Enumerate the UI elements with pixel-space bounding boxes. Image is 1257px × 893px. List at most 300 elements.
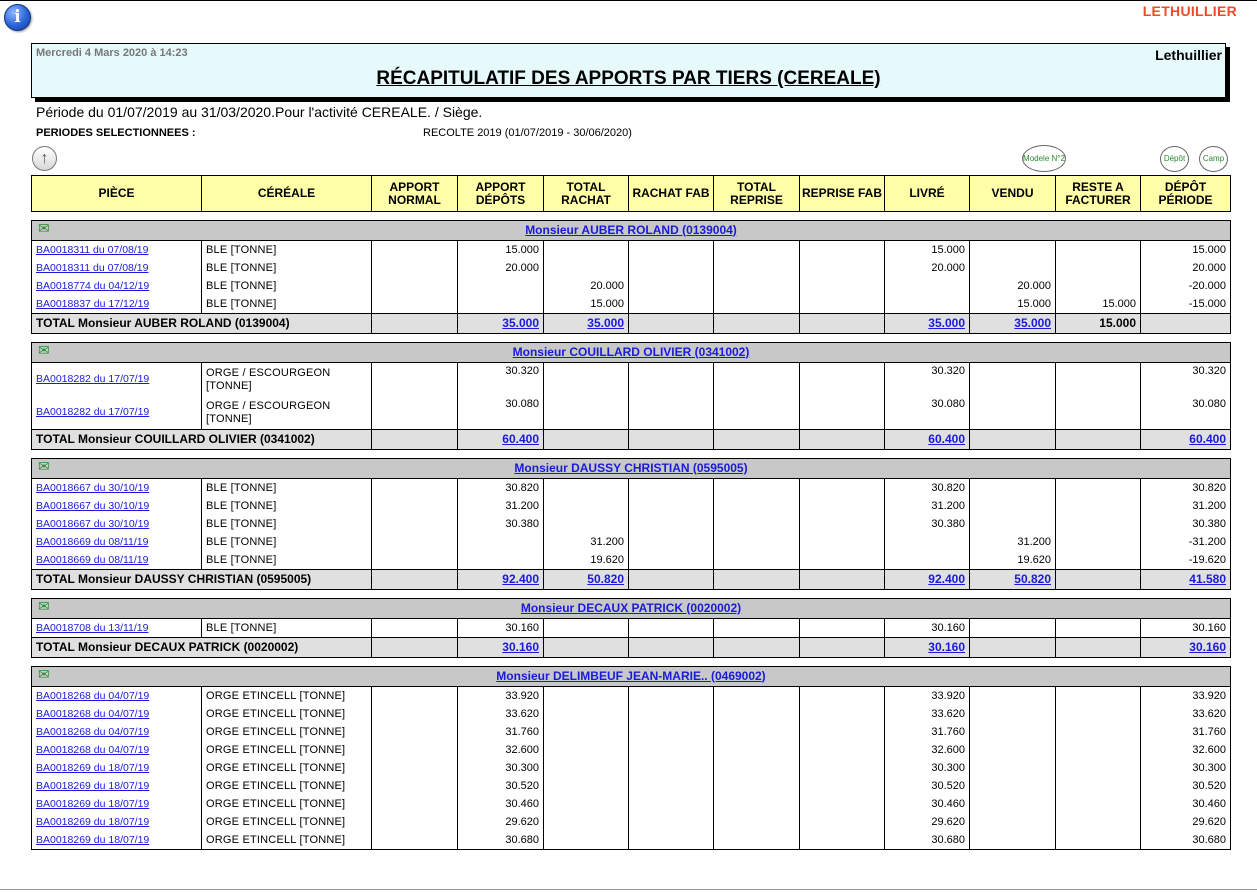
value-cell-reprise	[714, 705, 800, 723]
value-cell-reprise	[714, 723, 800, 741]
value-cell-reprise	[714, 831, 800, 850]
total-cell-normal	[372, 570, 458, 590]
value-cell-reste	[1056, 831, 1141, 850]
value-cell-depots: 33.620	[458, 705, 544, 723]
value-cell-livre: 30.320	[885, 363, 970, 397]
total-cell-reprise	[714, 570, 800, 590]
value-cell-normal	[372, 777, 458, 795]
value-cell-normal	[372, 533, 458, 551]
value-cell-depot-periode: 33.920	[1141, 687, 1231, 706]
value-cell-reste	[1056, 363, 1141, 397]
envelope-icon[interactable]: ✉	[38, 459, 50, 475]
value-cell-rachat-fab	[629, 831, 714, 850]
cereal-cell: ORGE ETINCELL [TONNE]	[202, 705, 372, 723]
value-cell-reste	[1056, 705, 1141, 723]
total-link[interactable]: 35.000	[928, 316, 965, 330]
value-cell-rachat-fab	[629, 619, 714, 638]
value-cell-rachat	[544, 363, 629, 397]
value-cell-depots: 31.760	[458, 723, 544, 741]
piece-cell	[32, 687, 202, 706]
value-cell-livre: 30.460	[885, 795, 970, 813]
value-cell-rachat: 19.620	[544, 551, 629, 570]
value-cell-rachat	[544, 831, 629, 850]
table-row	[32, 497, 1231, 515]
value-cell-livre: 33.620	[885, 705, 970, 723]
column-header: TOTAL REPRISE	[714, 176, 800, 212]
total-link[interactable]: 60.400	[928, 432, 965, 446]
value-cell-vendu	[970, 759, 1056, 777]
cereal-cell: ORGE ETINCELL [TONNE]	[202, 795, 372, 813]
value-cell-reprise-fab	[800, 795, 885, 813]
total-cell-reprise	[714, 638, 800, 658]
value-cell-rachat-fab	[629, 515, 714, 533]
client-cell	[32, 459, 1231, 479]
value-cell-reprise-fab	[800, 277, 885, 295]
page-title: RÉCAPITULATIF DES APPORTS PAR TIERS (CEREALE)	[376, 68, 881, 89]
value-cell-reprise-fab	[800, 363, 885, 397]
value-cell-normal	[372, 687, 458, 706]
total-cell-reprise	[714, 430, 800, 450]
cereal-cell: BLE [TONNE]	[202, 259, 372, 277]
value-cell-depots: 33.920	[458, 687, 544, 706]
table-row	[32, 795, 1231, 813]
total-cell-depots	[458, 570, 544, 590]
value-cell-reprise	[714, 741, 800, 759]
total-row	[32, 570, 1231, 590]
value-cell-livre: 30.160	[885, 619, 970, 638]
value-cell-normal	[372, 259, 458, 277]
value-cell-depots: 30.520	[458, 777, 544, 795]
value-cell-reste	[1056, 277, 1141, 295]
group-spacer	[32, 212, 1231, 221]
piece-link[interactable]: BA0018667 du 30/10/19	[36, 481, 150, 494]
value-cell-livre: 30.080	[885, 396, 970, 430]
total-link[interactable]: 30.160	[928, 640, 965, 654]
total-link[interactable]: 35.000	[587, 316, 624, 330]
value-cell-rachat-fab	[629, 795, 714, 813]
value-cell-rachat	[544, 515, 629, 533]
value-cell-normal	[372, 705, 458, 723]
total-cell-normal	[372, 638, 458, 658]
table-row	[32, 241, 1231, 260]
value-cell-depot-periode: 15.000	[1141, 241, 1231, 260]
table-row	[32, 723, 1231, 741]
total-link[interactable]: 35.000	[502, 316, 539, 330]
total-cell-depot-periode	[1141, 430, 1231, 450]
value-cell-reste	[1056, 813, 1141, 831]
value-cell-livre	[885, 295, 970, 314]
value-cell-rachat-fab	[629, 759, 714, 777]
total-cell-vendu	[970, 314, 1056, 334]
periods-label: PERIODES SELECTIONNEES :	[36, 127, 196, 139]
total-cell-reprise-fab	[800, 570, 885, 590]
value-cell-depot-periode: 30.080	[1141, 396, 1231, 430]
total-link[interactable]: 92.400	[502, 572, 539, 586]
column-header: DÉPÔT PÉRIODE	[1141, 176, 1231, 212]
value-cell-rachat: 15.000	[544, 295, 629, 314]
cereal-cell: ORGE ETINCELL [TONNE]	[202, 831, 372, 850]
piece-cell	[32, 497, 202, 515]
total-link[interactable]: 30.160	[502, 640, 539, 654]
value-cell-depot-periode: 31.760	[1141, 723, 1231, 741]
info-icon[interactable]: i	[4, 4, 31, 31]
value-cell-rachat	[544, 723, 629, 741]
piece-cell	[32, 813, 202, 831]
table-body	[32, 212, 1231, 850]
value-cell-vendu: 31.200	[970, 533, 1056, 551]
value-cell-vendu	[970, 479, 1056, 498]
cereal-cell: ORGE ETINCELL [TONNE]	[202, 723, 372, 741]
piece-cell	[32, 241, 202, 260]
value-cell-depots	[458, 533, 544, 551]
table-row	[32, 396, 1231, 430]
total-cell-rachat-fab	[629, 430, 714, 450]
total-cell-depots	[458, 430, 544, 450]
value-cell-reprise-fab	[800, 619, 885, 638]
piece-link[interactable]: BA0018669 du 08/11/19	[36, 553, 149, 566]
value-cell-vendu: 20.000	[970, 277, 1056, 295]
value-cell-reprise-fab	[800, 759, 885, 777]
value-cell-livre: 30.380	[885, 515, 970, 533]
envelope-icon[interactable]: ✉	[38, 599, 50, 615]
piece-cell	[32, 295, 202, 314]
value-cell-reprise	[714, 777, 800, 795]
camp-button[interactable]: Camp	[1199, 146, 1228, 172]
piece-cell	[32, 533, 202, 551]
total-link[interactable]: 30.160	[1189, 640, 1226, 654]
value-cell-rachat-fab	[629, 396, 714, 430]
value-cell-rachat	[544, 396, 629, 430]
column-header: VENDU	[970, 176, 1056, 212]
value-cell-depot-periode: 30.520	[1141, 777, 1231, 795]
total-cell-vendu	[970, 430, 1056, 450]
value-cell-depot-periode: 29.620	[1141, 813, 1231, 831]
value-cell-reprise	[714, 515, 800, 533]
value-cell-reprise-fab	[800, 515, 885, 533]
table-row	[32, 295, 1231, 314]
value-cell-rachat-fab	[629, 497, 714, 515]
brand-logo-text: LETHUILLIER	[1142, 3, 1237, 19]
total-cell-livre	[885, 638, 970, 658]
total-label: TOTAL Monsieur DAUSSY CHRISTIAN (0595005)	[32, 570, 372, 590]
value-cell-vendu: 15.000	[970, 295, 1056, 314]
piece-link[interactable]: BA0018708 du 13/11/19	[36, 621, 149, 634]
spacer-cell	[32, 334, 1231, 343]
value-cell-reprise	[714, 396, 800, 430]
client-cell	[32, 667, 1231, 687]
value-cell-depots	[458, 551, 544, 570]
table-row	[32, 533, 1231, 551]
top-border	[0, 0, 1257, 1]
client-link[interactable]: Monsieur DECAUX PATRICK (0020002)	[520, 600, 742, 615]
value-cell-vendu	[970, 741, 1056, 759]
value-cell-rachat-fab	[629, 533, 714, 551]
total-row	[32, 638, 1231, 658]
value-cell-depots: 30.680	[458, 831, 544, 850]
value-cell-depot-periode: -31.200	[1141, 533, 1231, 551]
value-cell-rachat-fab	[629, 295, 714, 314]
value-cell-depots: 30.300	[458, 759, 544, 777]
value-cell-livre: 15.000	[885, 241, 970, 260]
cereal-cell: BLE [TONNE]	[202, 551, 372, 570]
total-row	[32, 430, 1231, 450]
value-cell-reprise-fab	[800, 295, 885, 314]
piece-link[interactable]: BA0018774 du 04/12/19	[36, 279, 150, 292]
cereal-cell: BLE [TONNE]	[202, 479, 372, 498]
envelope-icon[interactable]: ✉	[38, 667, 50, 683]
value-cell-livre	[885, 533, 970, 551]
group-spacer	[32, 450, 1231, 459]
piece-link[interactable]: BA0018669 du 08/11/19	[36, 535, 149, 548]
piece-link[interactable]: BA0018269 du 18/07/19	[36, 833, 150, 846]
piece-link[interactable]: BA0018311 du 07/08/19	[36, 243, 149, 256]
cereal-cell: ORGE / ESCOURGEON [TONNE]	[202, 396, 372, 430]
total-link[interactable]: 60.400	[1189, 432, 1226, 446]
value-cell-normal	[372, 741, 458, 759]
value-cell-normal	[372, 723, 458, 741]
client-row	[32, 221, 1231, 241]
table-row	[32, 619, 1231, 638]
report-table	[31, 175, 1231, 850]
piece-link[interactable]: BA0018282 du 17/07/19	[36, 406, 150, 418]
column-header: RESTE A FACTURER	[1056, 176, 1141, 212]
value-cell-normal	[372, 515, 458, 533]
total-link[interactable]: 35.000	[1014, 316, 1051, 330]
column-header: TOTAL RACHAT	[544, 176, 629, 212]
total-link[interactable]: 50.820	[1014, 572, 1051, 586]
total-cell-depot-periode	[1141, 638, 1231, 658]
total-cell-depot-periode	[1141, 570, 1231, 590]
total-label: TOTAL Monsieur DECAUX PATRICK (0020002)	[32, 638, 372, 658]
value-cell-livre	[885, 277, 970, 295]
total-cell-reste	[1056, 570, 1141, 590]
value-cell-reprise	[714, 687, 800, 706]
value-cell-reprise-fab	[800, 241, 885, 260]
piece-cell	[32, 479, 202, 498]
value-cell-vendu	[970, 515, 1056, 533]
depot-button[interactable]: Dépôt	[1160, 146, 1189, 172]
value-cell-normal	[372, 551, 458, 570]
value-cell-rachat-fab	[629, 813, 714, 831]
value-cell-rachat	[544, 497, 629, 515]
piece-link[interactable]: BA0018667 du 30/10/19	[36, 517, 150, 530]
value-cell-reprise	[714, 551, 800, 570]
value-cell-reste	[1056, 259, 1141, 277]
value-cell-reprise	[714, 813, 800, 831]
table-row	[32, 259, 1231, 277]
value-cell-depots: 30.160	[458, 619, 544, 638]
piece-cell	[32, 705, 202, 723]
value-cell-depot-periode: 33.620	[1141, 705, 1231, 723]
value-cell-livre: 30.820	[885, 479, 970, 498]
periods-value: RECOLTE 2019 (01/07/2019 - 30/06/2020)	[423, 127, 632, 139]
value-cell-reste	[1056, 533, 1141, 551]
piece-cell	[32, 515, 202, 533]
value-cell-reste	[1056, 241, 1141, 260]
piece-link[interactable]: BA0018667 du 30/10/19	[36, 499, 150, 512]
piece-link[interactable]: BA0018268 du 04/07/19	[36, 725, 150, 738]
client-link[interactable]: Monsieur COUILLARD OLIVIER (0341002)	[512, 344, 750, 359]
cereal-cell: BLE [TONNE]	[202, 619, 372, 638]
table-row	[32, 515, 1231, 533]
value-cell-vendu	[970, 497, 1056, 515]
table-row	[32, 687, 1231, 706]
value-cell-reste	[1056, 795, 1141, 813]
total-cell-reprise-fab	[800, 430, 885, 450]
piece-cell	[32, 363, 202, 397]
cereal-cell: ORGE ETINCELL [TONNE]	[202, 687, 372, 706]
value-cell-vendu	[970, 619, 1056, 638]
total-link[interactable]: 41.580	[1189, 572, 1226, 586]
client-link[interactable]: Monsieur DELIMBEUF JEAN-MARIE.. (0469002)	[496, 668, 766, 683]
value-cell-depot-periode: -20.000	[1141, 277, 1231, 295]
table-row	[32, 741, 1231, 759]
piece-link[interactable]: BA0018269 du 18/07/19	[36, 815, 150, 828]
value-cell-reprise-fab	[800, 687, 885, 706]
cereal-cell: ORGE / ESCOURGEON [TONNE]	[202, 363, 372, 397]
table-row	[32, 479, 1231, 498]
total-cell-reprise-fab	[800, 638, 885, 658]
value-cell-rachat	[544, 795, 629, 813]
bottom-border	[0, 889, 1257, 890]
value-cell-depot-periode: 30.160	[1141, 619, 1231, 638]
value-cell-rachat	[544, 241, 629, 260]
total-cell-livre	[885, 314, 970, 334]
value-cell-normal	[372, 497, 458, 515]
value-cell-vendu	[970, 723, 1056, 741]
piece-link[interactable]: BA0018269 du 18/07/19	[36, 779, 150, 792]
value-cell-reprise-fab	[800, 723, 885, 741]
value-cell-rachat-fab	[629, 777, 714, 795]
value-cell-vendu	[970, 241, 1056, 260]
total-cell-depots	[458, 638, 544, 658]
value-cell-normal	[372, 813, 458, 831]
value-cell-reprise	[714, 619, 800, 638]
value-cell-reste	[1056, 759, 1141, 777]
value-cell-reprise	[714, 295, 800, 314]
company-name: Lethuillier	[1155, 47, 1222, 63]
total-link[interactable]: 60.400	[502, 432, 539, 446]
group-spacer	[32, 590, 1231, 599]
value-cell-rachat	[544, 479, 629, 498]
value-cell-reste	[1056, 551, 1141, 570]
client-cell	[32, 343, 1231, 363]
column-header: REPRISE FAB	[800, 176, 885, 212]
value-cell-reprise-fab	[800, 497, 885, 515]
value-cell-rachat-fab	[629, 551, 714, 570]
value-cell-depots: 20.000	[458, 259, 544, 277]
value-cell-reprise	[714, 277, 800, 295]
table-row	[32, 705, 1231, 723]
value-cell-reprise	[714, 795, 800, 813]
value-cell-reprise-fab	[800, 741, 885, 759]
piece-cell	[32, 723, 202, 741]
cereal-cell: BLE [TONNE]	[202, 241, 372, 260]
modele-button[interactable]: Modele N°2	[1022, 145, 1066, 172]
total-cell-reste	[1056, 638, 1141, 658]
piece-link[interactable]: BA0018268 du 04/07/19	[36, 743, 150, 756]
piece-link[interactable]: BA0018269 du 18/07/19	[36, 797, 150, 810]
value-cell-livre: 31.760	[885, 723, 970, 741]
total-link[interactable]: 50.820	[587, 572, 624, 586]
value-cell-depot-periode: -15.000	[1141, 295, 1231, 314]
value-cell-depot-periode: -19.620	[1141, 551, 1231, 570]
value-cell-depot-periode: 30.680	[1141, 831, 1231, 850]
table-row	[32, 777, 1231, 795]
value-cell-reste	[1056, 687, 1141, 706]
total-cell-rachat-fab	[629, 570, 714, 590]
client-cell	[32, 221, 1231, 241]
spacer-cell	[32, 658, 1231, 667]
total-cell-reste: 15.000	[1056, 314, 1141, 334]
total-cell-rachat	[544, 430, 629, 450]
group-spacer	[32, 334, 1231, 343]
client-row	[32, 459, 1231, 479]
total-cell-livre	[885, 570, 970, 590]
value-cell-reprise-fab	[800, 831, 885, 850]
client-row	[32, 667, 1231, 687]
total-cell-rachat	[544, 314, 629, 334]
total-cell-reste	[1056, 430, 1141, 450]
piece-cell	[32, 759, 202, 777]
cereal-cell: ORGE ETINCELL [TONNE]	[202, 777, 372, 795]
value-cell-depot-periode: 30.320	[1141, 363, 1231, 397]
arrow-up-icon[interactable]: ↑	[32, 146, 57, 171]
client-link[interactable]: Monsieur DAUSSY CHRISTIAN (0595005)	[514, 460, 748, 475]
value-cell-depots: 15.000	[458, 241, 544, 260]
piece-link[interactable]: BA0018837 du 17/12/19	[36, 297, 150, 310]
envelope-icon[interactable]: ✉	[38, 221, 50, 237]
cereal-cell: BLE [TONNE]	[202, 515, 372, 533]
value-cell-depots	[458, 295, 544, 314]
value-cell-livre: 31.200	[885, 497, 970, 515]
value-cell-reprise	[714, 259, 800, 277]
value-cell-rachat	[544, 619, 629, 638]
value-cell-rachat-fab	[629, 705, 714, 723]
column-header: APPORT NORMAL	[372, 176, 458, 212]
total-cell-reprise-fab	[800, 314, 885, 334]
spacer-cell	[32, 590, 1231, 599]
piece-link[interactable]: BA0018268 du 04/07/19	[36, 707, 150, 720]
value-cell-normal	[372, 295, 458, 314]
value-cell-livre: 30.300	[885, 759, 970, 777]
piece-link[interactable]: BA0018268 du 04/07/19	[36, 689, 150, 702]
value-cell-rachat: 31.200	[544, 533, 629, 551]
client-link[interactable]: Monsieur AUBER ROLAND (0139004)	[525, 222, 737, 237]
value-cell-depots: 32.600	[458, 741, 544, 759]
value-cell-depot-periode: 30.820	[1141, 479, 1231, 498]
cereal-cell: BLE [TONNE]	[202, 295, 372, 314]
value-cell-vendu	[970, 259, 1056, 277]
value-cell-vendu	[970, 363, 1056, 397]
value-cell-normal	[372, 241, 458, 260]
value-cell-vendu	[970, 813, 1056, 831]
envelope-icon[interactable]: ✉	[38, 343, 50, 359]
value-cell-vendu	[970, 396, 1056, 430]
piece-link[interactable]: BA0018282 du 17/07/19	[36, 373, 150, 385]
piece-link[interactable]: BA0018269 du 18/07/19	[36, 761, 150, 774]
value-cell-depots: 30.380	[458, 515, 544, 533]
value-cell-depot-periode: 32.600	[1141, 741, 1231, 759]
value-cell-reste	[1056, 619, 1141, 638]
total-link[interactable]: 92.400	[928, 572, 965, 586]
column-header: CÉRÉALE	[202, 176, 372, 212]
value-cell-rachat-fab	[629, 277, 714, 295]
value-cell-rachat-fab	[629, 741, 714, 759]
cereal-cell: BLE [TONNE]	[202, 533, 372, 551]
spacer-cell	[32, 450, 1231, 459]
piece-link[interactable]: BA0018311 du 07/08/19	[36, 261, 149, 274]
